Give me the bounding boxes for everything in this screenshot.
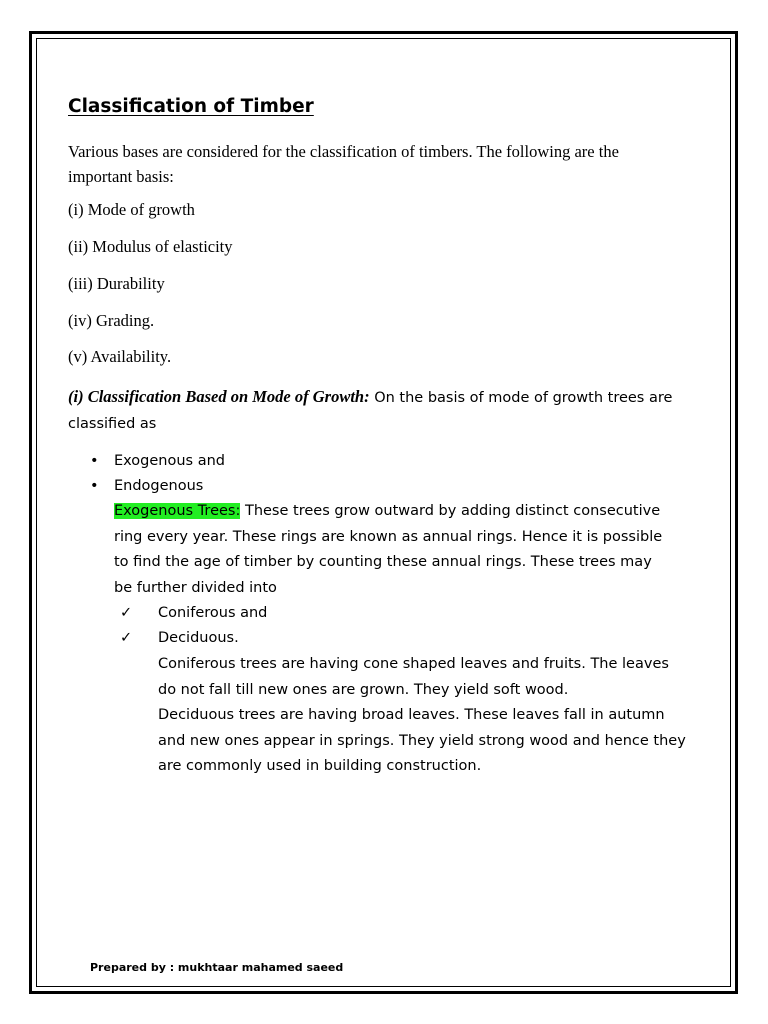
section-text: On the basis of mode of growth trees are classified as bbox=[68, 390, 673, 432]
bullet-icon: • bbox=[90, 478, 99, 494]
footer-credit: Prepared by : mukhtaar mahamed saeed bbox=[90, 961, 344, 974]
basis-item-1: (i) Mode of growth bbox=[68, 200, 195, 219]
basis-item-3: (iii) Durability bbox=[68, 274, 165, 293]
deciduous-description: Deciduous trees are having broad leaves. These leaves fall in autumn and new ones appear in springs. They yield strong wood and hence they are commonly used in building construction. bbox=[158, 707, 686, 775]
exogenous-text: These trees grow outward by adding distinct consecutive ring every year. These rings are known as annual rings. Hence it is possible to find the age of timber by counting these annual rings. These trees may be further divided into bbox=[114, 503, 663, 597]
bullet-label: Endogenous bbox=[114, 478, 204, 494]
check-label: Deciduous. bbox=[158, 630, 239, 646]
highlighted-term: Exogenous Trees: bbox=[114, 503, 241, 519]
document-title: Classification of Timber bbox=[68, 96, 314, 117]
bullet-icon: • bbox=[90, 453, 99, 469]
basis-item-5: (v) Availability. bbox=[68, 347, 172, 366]
checkmark-icon: ✓ bbox=[120, 630, 133, 646]
basis-item-4: (iv) Grading. bbox=[68, 311, 155, 330]
coniferous-description: Coniferous trees are having cone shaped leaves and fruits. The leaves do not fall till new ones are grown. They yield soft wood. bbox=[158, 656, 669, 698]
basis-item-2: (ii) Modulus of elasticity bbox=[68, 237, 233, 256]
checkmark-icon: ✓ bbox=[120, 605, 133, 621]
section-mode-of-growth bbox=[68, 384, 678, 437]
intro-paragraph: Various bases are considered for the classification of timbers. The following are the important basis: bbox=[68, 142, 619, 186]
section-heading: (i) Classification Based on Mode of Growth: bbox=[68, 387, 370, 406]
check-label: Coniferous and bbox=[158, 605, 268, 621]
exogenous-paragraph bbox=[114, 499, 674, 602]
bullet-label: Exogenous and bbox=[114, 453, 225, 469]
